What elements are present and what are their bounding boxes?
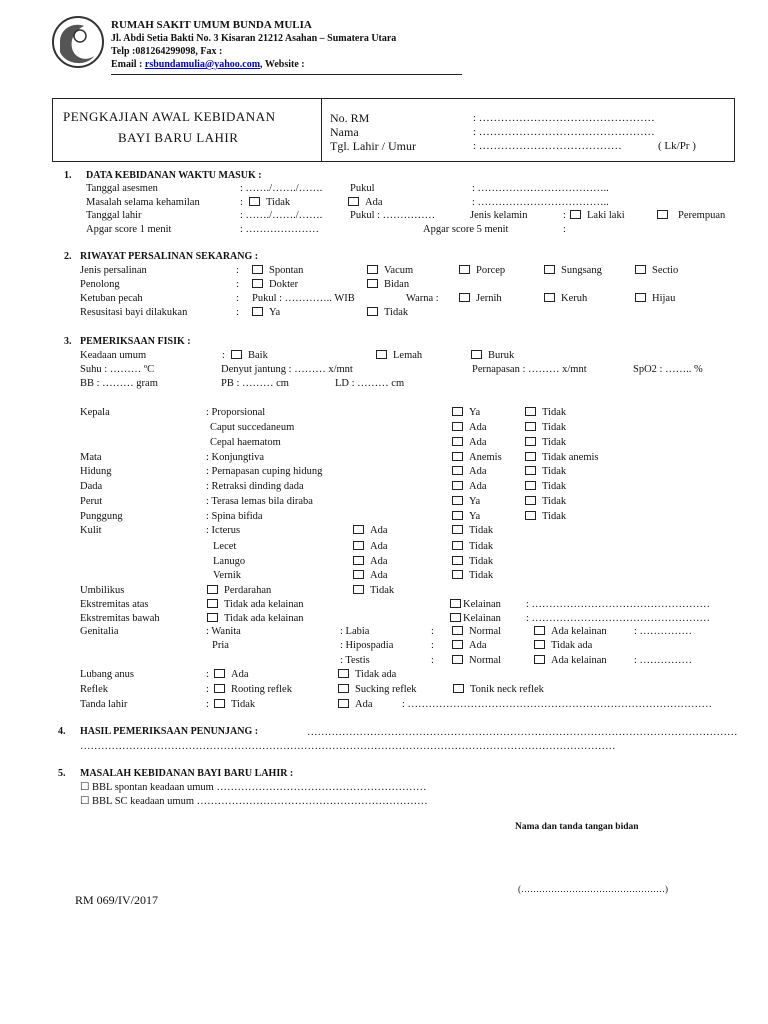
spina-ya-checkbox[interactable] — [452, 511, 463, 520]
resusitasi-label: Resusitasi bayi dilakukan — [80, 307, 188, 318]
sectio-label: Sectio — [652, 265, 679, 276]
tidak-label: Tidak — [370, 585, 395, 596]
ketuban-label: Ketuban pecah — [80, 293, 143, 304]
hospital-name: RUMAH SAKIT UMUM BUNDA MULIA — [111, 19, 312, 31]
lemas-label: : Terasa lemas bila diraba — [206, 496, 313, 507]
retraksi-label: : Retraksi dinding dada — [206, 481, 304, 492]
colon: : — [206, 699, 209, 710]
lubang-label: Lubang anus — [80, 669, 134, 680]
caput-tidak-checkbox[interactable] — [525, 422, 536, 431]
perdarahan-label: Perdarahan — [224, 585, 272, 596]
s4-num: 4. — [58, 726, 66, 737]
anemis-label: Anemis — [469, 452, 502, 463]
s3-title: PEMERIKSAAN FISIK : — [80, 336, 191, 347]
labia-label: : Labia — [340, 626, 370, 637]
perut-label: Perut — [80, 496, 103, 507]
labia-field[interactable]: : …………… — [634, 626, 693, 637]
bb-field[interactable]: BB : ……… gram — [80, 378, 158, 389]
apgar5-label: Apgar score 5 menit — [423, 224, 509, 235]
testis-field[interactable]: : …………… — [634, 655, 693, 666]
eks-atas-label: Ekstremitas atas — [80, 599, 149, 610]
kulit-label: Kulit — [80, 525, 102, 536]
warna-label: Warna : — [406, 293, 439, 304]
hospital-logo — [50, 14, 106, 70]
form-title-line2: BAYI BARU LAHIR — [118, 130, 239, 145]
perempuan-label: Perempuan — [678, 210, 726, 221]
lecet-tidak-checkbox[interactable] — [452, 541, 463, 550]
s5-num: 5. — [58, 768, 66, 779]
lemah-checkbox[interactable] — [376, 350, 387, 359]
tidak-label: Tidak — [542, 466, 567, 477]
labia-normal-checkbox[interactable] — [452, 626, 463, 635]
ketuban-pukul-field[interactable]: Pukul : ………….. WIB — [252, 293, 355, 304]
hospital-phone: Telp :081264299098, Fax : — [111, 46, 223, 57]
icterus-ada-checkbox[interactable] — [353, 525, 364, 534]
kelainan-label: Kelainan — [463, 613, 501, 624]
wanita-label: : Wanita — [206, 626, 241, 637]
tanda-tidak-checkbox[interactable] — [214, 699, 225, 708]
hospital-email-row — [111, 60, 305, 70]
masalah-tidak-checkbox[interactable] — [249, 197, 260, 206]
logo-text: BM — [74, 47, 90, 57]
ya-label: Ya — [469, 511, 481, 522]
tidak-label: Tidak — [542, 407, 567, 418]
spina-tidak-checkbox[interactable] — [525, 511, 536, 520]
s1-title: DATA KEBIDANAN WAKTU MASUK : — [86, 170, 262, 181]
baik-label: Baik — [248, 350, 268, 361]
s2-title: RIWAYAT PERSALINAN SEKARANG : — [80, 251, 259, 262]
colon: : — [563, 210, 566, 221]
lecet-ada-checkbox[interactable] — [353, 541, 364, 550]
eks-atas-normal-checkbox[interactable] — [207, 599, 218, 608]
bbl-sc-option[interactable]: ☐ BBL SC keadaan umum ………………………………………………………… — [80, 796, 428, 807]
penunjang-field-1[interactable]: …………………………………………………………………………………………………………… — [307, 727, 738, 738]
tonik-checkbox[interactable] — [453, 684, 464, 693]
form-title-line1: PENGKAJIAN AWAL KEBIDANAN — [63, 109, 276, 124]
ld-field[interactable]: LD : ……… cm — [335, 378, 405, 389]
suhu-field[interactable]: Suhu : ……… ºC — [80, 364, 155, 375]
tgl-lahir-field2[interactable]: : ……./……./……. — [240, 210, 323, 221]
tidak-anemis-checkbox[interactable] — [525, 452, 536, 461]
testis-kelainan-checkbox[interactable] — [534, 655, 545, 664]
nama-label: Nama — [330, 125, 359, 139]
testis-label: : Testis — [340, 655, 370, 666]
jenis-kelamin-label: Jenis kelamin — [470, 210, 528, 221]
rooting-checkbox[interactable] — [214, 684, 225, 693]
hospital-address: Jl. Abdi Setia Bakti No. 3 Kisaran 21212 Asahan – Sumatera Utara — [111, 33, 397, 44]
anemis-checkbox[interactable] — [452, 452, 463, 461]
bidan-label: Bidan — [384, 279, 410, 290]
tidak-label: Tidak — [231, 699, 256, 710]
eks-atas-kelainan-checkbox[interactable] — [450, 599, 461, 608]
spontan-checkbox[interactable] — [252, 265, 263, 274]
cuping-label: : Pernapasan cuping hidung — [206, 466, 323, 477]
hijau-checkbox[interactable] — [635, 293, 646, 302]
s3-num: 3. — [64, 336, 72, 347]
ada-label: Ada — [469, 422, 487, 433]
resusitasi-ya-checkbox[interactable] — [252, 307, 263, 316]
apgar1-field[interactable]: : ………………… — [240, 224, 320, 235]
resusitasi-tidak-checkbox[interactable] — [367, 307, 378, 316]
normal-label: Normal — [469, 655, 502, 666]
tanda-lahir-field[interactable]: : …………………………………………………………………………… — [402, 699, 713, 710]
tidak-kelainan-label: Tidak ada kelainan — [224, 613, 304, 624]
keruh-label: Keruh — [561, 293, 588, 304]
ada-label: Ada — [355, 699, 373, 710]
sungsang-label: Sungsang — [561, 265, 602, 276]
ada-label: Ada — [469, 481, 487, 492]
ada-label: Ada — [370, 525, 388, 536]
cuping-tidak-checkbox[interactable] — [525, 466, 536, 475]
hipospadia-tidak-checkbox[interactable] — [534, 640, 545, 649]
cepal-label: Cepal haematom — [210, 437, 281, 448]
masalah-field[interactable]: : ……………………………….. — [472, 197, 609, 208]
keruh-checkbox[interactable] — [544, 293, 555, 302]
eks-bawah-kelainan-checkbox[interactable] — [450, 613, 461, 622]
laki-checkbox[interactable] — [570, 210, 581, 219]
buruk-checkbox[interactable] — [471, 350, 482, 359]
signature-label: Nama dan tanda tangan bidan — [515, 822, 639, 832]
lubang-ada-checkbox[interactable] — [214, 669, 225, 678]
apgar1-label: Apgar score 1 menit — [86, 224, 172, 235]
caput-ada-checkbox[interactable] — [452, 422, 463, 431]
dokter-checkbox[interactable] — [252, 279, 263, 288]
hijau-label: Hijau — [652, 293, 676, 304]
colon: : — [431, 640, 434, 651]
lanugo-label: Lanugo — [213, 556, 246, 567]
resusitasi-tidak-label: Tidak — [384, 307, 409, 318]
lanugo-ada-checkbox[interactable] — [353, 556, 364, 565]
pb-field[interactable]: PB : ……… cm — [221, 378, 289, 389]
ada-kelainan-label: Ada kelainan — [551, 655, 607, 666]
ya-label: Ya — [469, 496, 481, 507]
laki-label: Laki laki — [587, 210, 625, 221]
lemas-ya-checkbox[interactable] — [452, 496, 463, 505]
denyut-field[interactable]: Denyut jantung : ……… x/mnt — [221, 364, 353, 375]
ada-label: Ada — [370, 556, 388, 567]
tanda-lahir-label: Tanda lahir — [80, 699, 128, 710]
email-link[interactable]: rsbundamulia@yahoo.com — [144, 59, 261, 70]
tgl-asesmen-label: Tanggal asesmen — [86, 183, 158, 194]
spina-label: : Spina bifida — [206, 511, 263, 522]
tidak-label: Tidak — [469, 570, 494, 581]
porcep-checkbox[interactable] — [459, 265, 470, 274]
tidak-ada-label: Tidak ada — [551, 640, 593, 651]
sungsang-checkbox[interactable] — [544, 265, 555, 274]
apgar5-field[interactable]: : — [563, 224, 566, 235]
tanda-ada-checkbox[interactable] — [338, 699, 349, 708]
bidan-checkbox[interactable] — [367, 279, 378, 288]
reflek-label: Reflek — [80, 684, 108, 695]
gender-field: ( Lk/Pr ) — [658, 140, 696, 152]
ya-label: Ya — [469, 407, 481, 418]
form-code: RM 069/IV/2017 — [75, 893, 159, 907]
cepal-tidak-checkbox[interactable] — [525, 437, 536, 446]
sucking-label: Sucking reflek — [355, 684, 417, 695]
kelainan-label: Kelainan — [463, 599, 501, 610]
colon: : — [236, 279, 239, 290]
dada-label: Dada — [80, 481, 103, 492]
genitalia-label: Genitalia — [80, 626, 119, 637]
icterus-label: : Icterus — [206, 525, 241, 536]
umbilikus-label: Umbilikus — [80, 585, 125, 596]
pukul-field[interactable]: : ……………………………….. — [472, 183, 609, 194]
penolong-label: Penolong — [80, 279, 120, 290]
punggung-label: Punggung — [80, 511, 123, 522]
vernik-ada-checkbox[interactable] — [353, 570, 364, 579]
ada-label: Ada — [370, 541, 388, 552]
rm-label: No. RM — [330, 111, 370, 125]
title-box-divider — [321, 98, 322, 162]
rooting-label: Rooting reflek — [231, 684, 292, 695]
tgl-asesmen-field[interactable]: : ……./……./……. — [240, 183, 323, 194]
ada-kelainan-label: Ada kelainan — [551, 626, 607, 637]
vernik-tidak-checkbox[interactable] — [452, 570, 463, 579]
colon: : — [240, 197, 243, 208]
jernih-label: Jernih — [476, 293, 502, 304]
s2-num: 2. — [64, 251, 72, 262]
sucking-checkbox[interactable] — [338, 684, 349, 693]
tidak-label: Tidak — [542, 511, 567, 522]
bbl-spontan-option[interactable]: ☐ BBL spontan keadaan umum …………………………………………………… — [80, 782, 427, 793]
colon: : — [431, 655, 434, 666]
tonik-label: Tonik neck reflek — [470, 684, 544, 695]
pukul-label: Pukul — [350, 183, 375, 194]
cepal-ada-checkbox[interactable] — [452, 437, 463, 446]
tgl-lahir-label: Tgl. Lahir / Umur — [330, 139, 416, 153]
masalah-ada-checkbox[interactable] — [348, 197, 359, 206]
pernapasan-field[interactable]: Pernapasan : ……… x/mnt — [472, 364, 587, 375]
tgl-lahir-label2: Tanggal lahir — [86, 210, 142, 221]
rm-field[interactable]: : ………………………………………… — [473, 112, 655, 124]
lemas-tidak-checkbox[interactable] — [525, 496, 536, 505]
proporsional-ya-checkbox[interactable] — [452, 407, 463, 416]
eks-bawah-field[interactable]: : …………………………………………… — [526, 613, 711, 624]
signature-line[interactable]: (…………………………………………) — [518, 884, 668, 894]
perempuan-checkbox[interactable] — [657, 210, 668, 219]
s5-title: MASALAH KEBIDANAN BAYI BARU LAHIR : — [80, 768, 294, 779]
colon: : — [236, 265, 239, 276]
eks-atas-field[interactable]: : …………………………………………… — [526, 599, 711, 610]
spo2-field[interactable]: SpO2 : …….. % — [633, 364, 703, 375]
resusitasi-ya-label: Ya — [269, 307, 281, 318]
masalah-ada-label: Ada — [365, 197, 383, 208]
proporsional-tidak-checkbox[interactable] — [525, 407, 536, 416]
vacum-label: Vacum — [384, 265, 414, 276]
jernih-checkbox[interactable] — [459, 293, 470, 302]
tidak-label: Tidak — [542, 496, 567, 507]
retraksi-ada-checkbox[interactable] — [452, 481, 463, 490]
s4-title: HASIL PEMERIKSAAN PENUNJANG : — [80, 726, 259, 737]
dokter-label: Dokter — [269, 279, 299, 290]
keadaan-label: Keadaan umum — [80, 350, 147, 361]
header-divider — [111, 74, 462, 75]
s1-num: 1. — [64, 170, 72, 181]
nama-field[interactable]: : ………………………………………… — [473, 126, 655, 138]
website-label: , Website : — [260, 59, 305, 70]
tidak-label: Tidak — [469, 541, 494, 552]
pria-label: Pria — [212, 640, 229, 651]
masalah-tidak-label: Tidak — [266, 197, 291, 208]
buruk-label: Buruk — [488, 350, 515, 361]
colon: : — [222, 350, 225, 361]
lanugo-tidak-checkbox[interactable] — [452, 556, 463, 565]
tidak-kelainan-label: Tidak ada kelainan — [224, 599, 304, 610]
caput-label: Caput succedaneum — [210, 422, 295, 433]
labia-kelainan-checkbox[interactable] — [534, 626, 545, 635]
vacum-checkbox[interactable] — [367, 265, 378, 274]
ada-label: Ada — [231, 669, 249, 680]
cuping-ada-checkbox[interactable] — [452, 466, 463, 475]
retraksi-tidak-checkbox[interactable] — [525, 481, 536, 490]
testis-normal-checkbox[interactable] — [452, 655, 463, 664]
colon: : — [431, 626, 434, 637]
email-label: Email : — [111, 59, 143, 70]
tidak-label: Tidak — [469, 556, 494, 567]
jenis-persalinan-label: Jenis persalinan — [80, 265, 147, 276]
ada-label: Ada — [370, 570, 388, 581]
ada-label: Ada — [469, 437, 487, 448]
ada-label: Ada — [469, 466, 487, 477]
hipospadia-ada-checkbox[interactable] — [452, 640, 463, 649]
sectio-checkbox[interactable] — [635, 265, 646, 274]
icterus-tidak-checkbox[interactable] — [452, 525, 463, 534]
tidak-label: Tidak — [469, 525, 494, 536]
masalah-label: Masalah selama kehamilan — [86, 197, 200, 208]
spontan-label: Spontan — [269, 265, 304, 276]
konjungtiva-label: : Konjungtiva — [206, 452, 265, 463]
eks-bawah-normal-checkbox[interactable] — [207, 613, 218, 622]
tidak-ada-label: Tidak ada — [355, 669, 397, 680]
kepala-label: Kepala — [80, 407, 110, 418]
baik-checkbox[interactable] — [231, 350, 242, 359]
colon: : — [236, 307, 239, 318]
mata-label: Mata — [80, 452, 102, 463]
tidak-label: Tidak — [542, 437, 567, 448]
tgl-lahir-field[interactable]: : ………………………………… — [473, 140, 622, 152]
eks-bawah-label: Ekstremitas bawah — [80, 613, 160, 624]
porcep-label: Porcep — [476, 265, 506, 276]
hidung-label: Hidung — [80, 466, 112, 477]
normal-label: Normal — [469, 626, 502, 637]
colon: : — [206, 684, 209, 695]
perdarahan-tidak-checkbox[interactable] — [353, 585, 364, 594]
ada-label: Ada — [469, 640, 487, 651]
colon: : — [236, 293, 239, 304]
tidak-label: Tidak — [542, 481, 567, 492]
lemah-label: Lemah — [393, 350, 423, 361]
colon: : — [206, 669, 209, 680]
perdarahan-checkbox[interactable] — [207, 585, 218, 594]
hipospadia-label: : Hipospadia — [340, 640, 394, 651]
tidak-label: Tidak — [542, 422, 567, 433]
pukul-lahir-field[interactable]: Pukul : …………… — [350, 210, 436, 221]
vernik-label: Vernik — [213, 570, 241, 581]
lecet-label: Lecet — [213, 541, 237, 552]
lubang-tidak-checkbox[interactable] — [338, 669, 349, 678]
penunjang-field-2[interactable]: ……………………………………………………………………………………………………………………………………… — [80, 741, 616, 752]
tidak-anemis-label: Tidak anemis — [542, 452, 599, 463]
proporsional-label: : Proporsional — [206, 407, 266, 418]
